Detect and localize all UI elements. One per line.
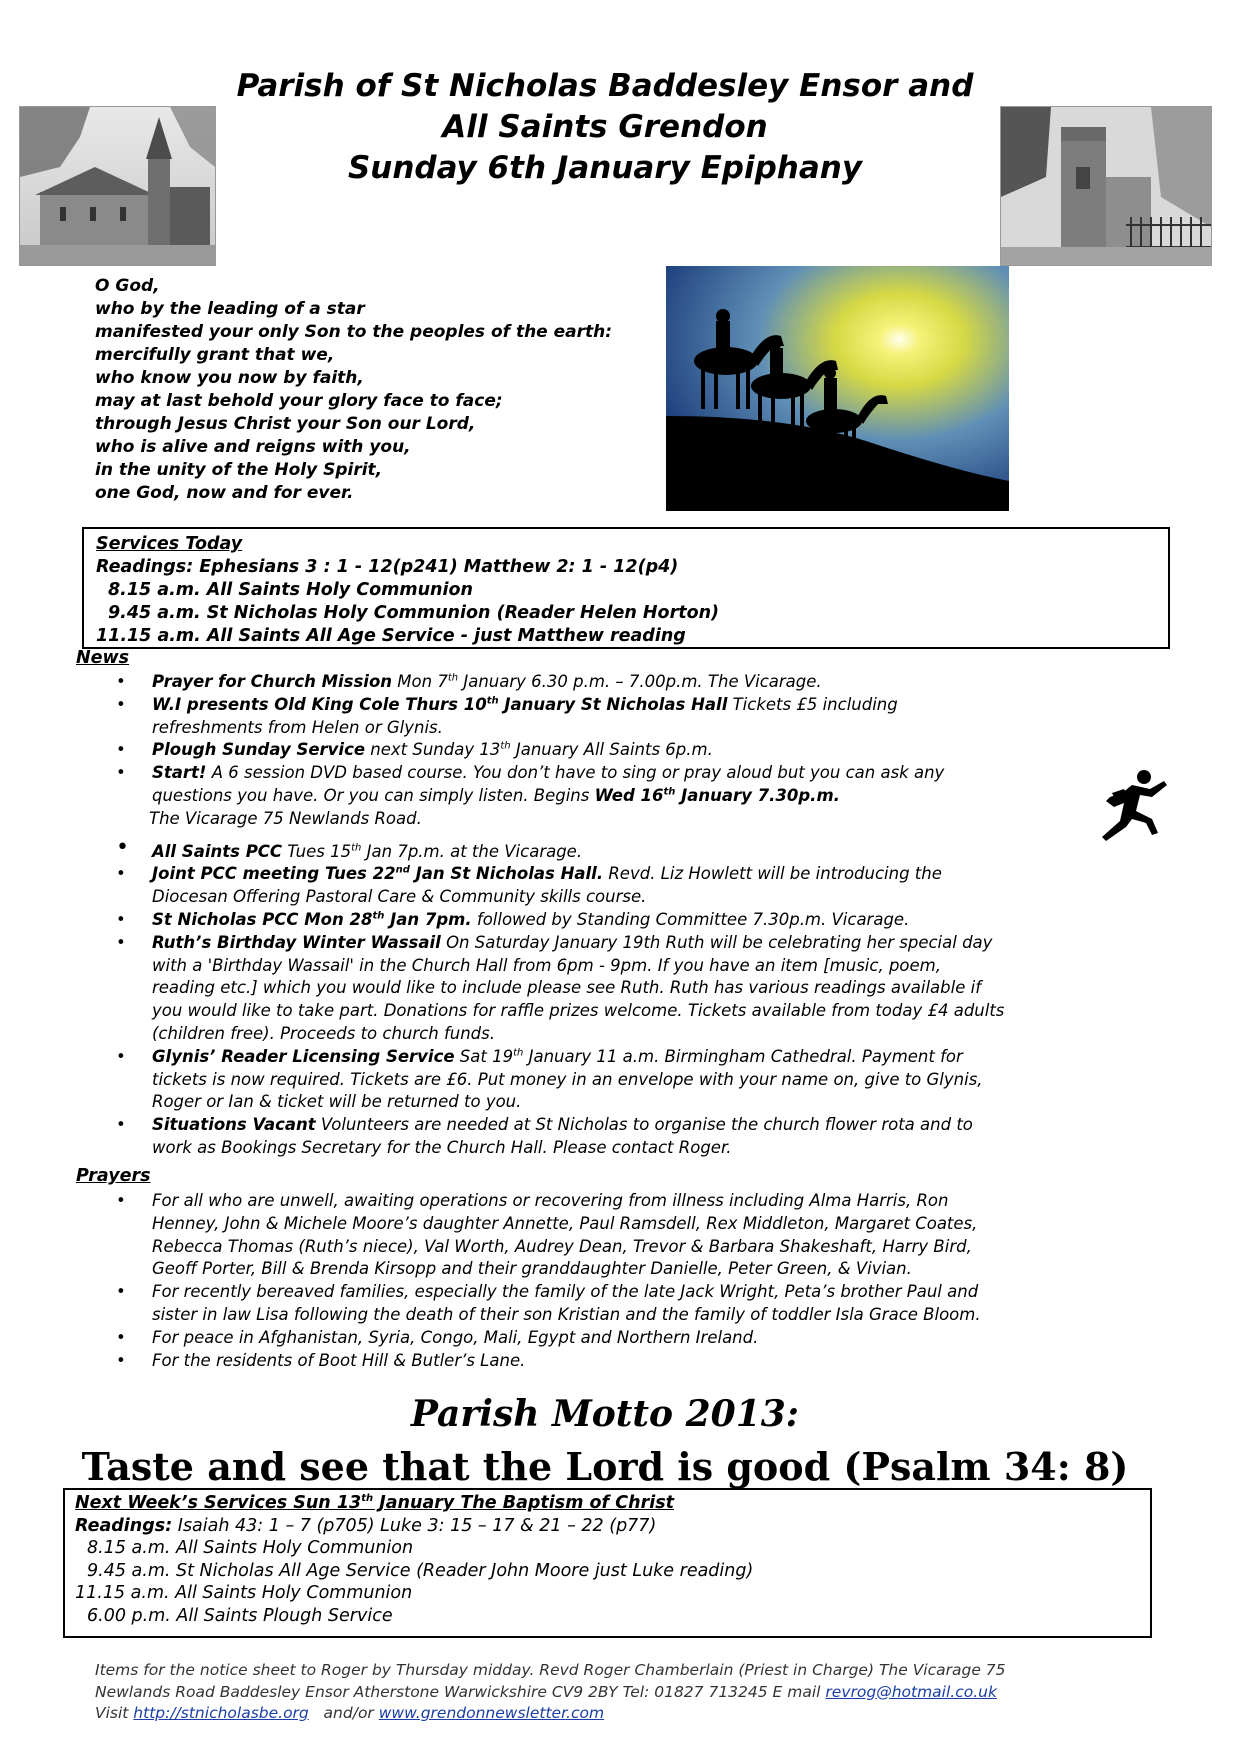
superscript: nd [395, 864, 410, 876]
list-item [110, 1190, 1160, 1281]
item-title: Glynis’ Reader Licensing Service [152, 1046, 455, 1066]
footer-line [95, 1703, 1006, 1725]
item-text: Geoff Porter, Bill & Brenda Kirsopp and their granddaughter Danielle, Peter Green, & Vivian. [152, 1259, 912, 1279]
church-photo-icon [19, 106, 216, 266]
item-text: The Vicarage 75 Newlands Road. [149, 808, 422, 828]
title-line: Parish of St Nicholas Baddesley Ensor and [236, 68, 974, 104]
bullet-icon: • [116, 763, 126, 783]
service-line: 6.00 p.m. All Saints Plough Service [87, 1605, 393, 1626]
bullet-icon: • [116, 694, 126, 714]
next-week-services-box [63, 1488, 1152, 1638]
church-photo-icon [1000, 106, 1212, 266]
item-text: followed by Standing Committee 7.30p.m. Vicarage. [471, 909, 910, 929]
heading-text: January The Baptism of Christ [373, 1493, 674, 1513]
collect-line: through Jesus Christ your Son our Lord, [95, 414, 476, 434]
item-text: Tickets £5 including [727, 694, 898, 714]
item-text: On Saturday January 19th Ruth will be celebrating her special day [440, 932, 993, 952]
news-list [110, 671, 1160, 1160]
service-line: 8.15 a.m. All Saints Holy Communion [87, 1538, 414, 1558]
collect-line: one God, now and for ever. [95, 483, 354, 503]
item-title: All Saints PCC [152, 841, 283, 861]
item-title: Plough Sunday Service [152, 740, 366, 760]
bullet-icon: • [116, 932, 126, 952]
item-text: Henney, John & Michele Moore’s daughter Annette, Paul Ramsdell, Rex Middleton, Margaret Coates, [152, 1213, 978, 1233]
parish-motto-text: Taste and see that the Lord is good (Psalm 34: 8) [81, 1444, 1129, 1489]
next-week-heading [75, 1492, 1140, 1515]
list-item [110, 1046, 1160, 1114]
collect-line: mercifully grant that we, [95, 345, 335, 365]
collect-line: may at last behold your glory face to face; [95, 391, 503, 411]
superscript: th [447, 672, 459, 684]
item-title: Wed 16 [594, 785, 664, 805]
item-text: Tues 15 [282, 841, 352, 861]
email-link[interactable]: revrog@hotmail.co.uk [825, 1682, 997, 1701]
item-text: Jan 7p.m. at the Vicarage. [361, 841, 583, 861]
services-today-readings: Readings: Ephesians 3 : 1 - 12(p241) Matthew 2: 1 - 12(p4) [96, 557, 679, 577]
item-text: you would like to take part. Donations for raffle prizes welcome. Tickets available from today £4 adults [152, 1001, 1005, 1021]
bullet-icon: • [116, 1046, 126, 1066]
footer-line [95, 1682, 1006, 1704]
item-text: Roger or Ian & ticket will be returned to you. [152, 1092, 522, 1112]
list-item [110, 863, 1160, 909]
services-today-heading: Services Today [96, 534, 243, 554]
service-line: 11.15 a.m. All Saints Holy Communion [75, 1583, 413, 1603]
item-text: January 11 a.m. Birmingham Cathedral. Payment for [523, 1046, 963, 1066]
list-item [110, 739, 1160, 762]
superscript: th [361, 1493, 374, 1505]
footer-line: Items for the notice sheet to Roger by Thursday midday. Revd Roger Chamberlain (Priest in Charge) The Vicarage 75 [95, 1661, 1006, 1679]
list-item [110, 762, 1160, 830]
item-text: For the residents of Boot Hill & Butler’s Lane. [152, 1350, 526, 1370]
item-text: next Sunday 13 [365, 740, 501, 760]
item-text: Mon 7 [392, 672, 448, 691]
runner-icon [1092, 763, 1172, 845]
item-text: with a 'Birthday Wassail' in the Church Hall from 6pm - 9pm. If you have an item [music, poem, [152, 955, 941, 975]
superscript: th [500, 740, 511, 752]
superscript: th [663, 786, 676, 798]
website-link[interactable]: http://stnicholasbe.org [133, 1704, 309, 1722]
newsletter-link[interactable]: www.grendonnewsletter.com [378, 1704, 605, 1722]
prayers-list [110, 1190, 1160, 1372]
item-text: Revd. Liz Howlett will be introducing the [603, 864, 942, 884]
item-text: (children free). Proceeds to church funds. [152, 1023, 495, 1043]
bullet-icon: • [116, 834, 129, 860]
service-line: 8.15 a.m. All Saints Holy Communion [108, 580, 473, 600]
page-title [130, 66, 1080, 189]
superscript: th [372, 910, 385, 922]
list-item [110, 694, 1160, 740]
superscript: th [513, 1047, 524, 1059]
list-item [110, 909, 1160, 932]
title-line: Sunday 6th January Epiphany [347, 150, 863, 186]
item-title: January St Nicholas Hall [498, 694, 728, 714]
item-text: Diocesan Offering Pastoral Care & Community skills course. [152, 887, 647, 907]
list-item [110, 932, 1160, 1046]
collect-line: who is alive and reigns with you, [95, 437, 411, 457]
list-item [110, 671, 1160, 694]
collect-prayer [95, 275, 612, 505]
item-title: Situations Vacant [152, 1115, 316, 1135]
collect-line: who by the leading of a star [95, 299, 365, 319]
bullet-icon: • [116, 1191, 126, 1210]
item-text: reading etc.] which you would like to include please see Ruth. Ruth has various readings available if [152, 978, 982, 998]
heading-text: Next Week’s Services Sun 13 [75, 1493, 362, 1513]
bullet-icon: • [116, 864, 126, 884]
item-text: work as Bookings Secretary for the Church Hall. Please contact Roger. [152, 1137, 732, 1157]
readings-label: Readings: [75, 1515, 173, 1536]
item-text: For peace in Afghanistan, Syria, Congo, Mali, Egypt and Northern Ireland. [152, 1327, 759, 1347]
list-item [110, 1327, 1160, 1350]
list-item [110, 1281, 1160, 1327]
item-text: questions you have. Or you can simply listen. Begins [152, 785, 595, 805]
superscript: th [486, 695, 499, 707]
news-heading: News [76, 648, 130, 668]
item-title: January 7.30p.m. [675, 785, 840, 805]
collect-line: O God, [95, 276, 160, 296]
item-title: Ruth’s Birthday Winter Wassail [152, 932, 441, 952]
footer-text: Newlands Road Baddesley Ensor Atherstone Warwickshire CV9 2BY Tel: 01827 713245 E mail [95, 1682, 826, 1701]
bullet-icon: • [116, 1327, 126, 1347]
parish-motto-title: Parish Motto 2013: [410, 1393, 800, 1435]
item-text: January All Saints 6p.m. [510, 740, 713, 760]
collect-line: manifested your only Son to the peoples of the earth: [95, 322, 613, 342]
bullet-icon: • [116, 1350, 126, 1370]
item-text: Sat 19 [454, 1046, 514, 1066]
bullet-icon: • [116, 909, 126, 929]
item-text: For all who are unwell, awaiting operations or recovering from illness including Alma Harris, Ron [152, 1191, 949, 1210]
prayers-heading: Prayers [76, 1166, 151, 1186]
item-text: tickets is now required. Tickets are £6. Put money in an envelope with your name on, give to Glynis, [152, 1069, 983, 1089]
service-line: 9.45 a.m. St Nicholas All Age Service (Reader John Moore just Luke reading) [87, 1560, 754, 1581]
item-text: A 6 session DVD based course. You don’t have to sing or pray aloud but you can ask any [206, 763, 945, 783]
footer-text: and/or [308, 1704, 379, 1722]
item-title: W.I presents Old King Cole Thurs 10 [152, 694, 487, 714]
item-title: Jan 7pm. [384, 909, 472, 929]
item-text: Volunteers are needed at St Nicholas to organise the church flower rota and to [315, 1115, 973, 1135]
list-item [110, 834, 1160, 864]
item-title: Prayer for Church Mission [152, 672, 393, 691]
three-magi-camels-icon [666, 266, 1009, 511]
item-text: January 6.30 p.m. – 7.00p.m. The Vicarage. [458, 672, 822, 691]
service-line: 11.15 a.m. All Saints All Age Service - just Matthew reading [96, 626, 686, 646]
item-title: Start! [152, 763, 207, 783]
item-title: Jan St Nicholas Hall. [409, 864, 604, 884]
item-text: sister in law Lisa following the death of their son Kristian and the family of toddler Isla Grace Bloom. [152, 1304, 981, 1324]
item-text: Rebecca Thomas (Ruth’s niece), Val Worth, Audrey Dean, Trevor & Barbara Shakeshaft, Harry Bird, [152, 1236, 972, 1256]
item-title: Joint PCC meeting Tues 22 [152, 864, 396, 884]
title-line: All Saints Grendon [442, 109, 768, 145]
superscript: th [351, 842, 362, 854]
service-line: 9.45 a.m. St Nicholas Holy Communion (Reader Helen Horton) [108, 603, 720, 623]
services-today-box [82, 527, 1170, 649]
bullet-icon: • [116, 1115, 126, 1135]
footer [95, 1660, 1006, 1725]
footer-text: Visit [95, 1704, 134, 1722]
next-week-readings [75, 1515, 1140, 1538]
bullet-icon: • [116, 1282, 126, 1302]
bullet-icon: • [116, 740, 126, 760]
collect-line: in the unity of the Holy Spirit, [95, 460, 383, 480]
readings-text: Isaiah 43: 1 – 7 (p705) Luke 3: 15 – 17 & 21 – 22 (p77) [172, 1515, 657, 1536]
bullet-icon: • [116, 672, 126, 691]
item-title: St Nicholas PCC Mon 28 [152, 909, 373, 929]
item-text: refreshments from Helen or Glynis. [152, 717, 443, 737]
collect-line: who know you now by faith, [95, 368, 364, 388]
list-item [110, 1350, 1160, 1373]
item-text: For recently bereaved families, especially the family of the late Jack Wright, Peta’s brother Paul and [152, 1282, 979, 1302]
list-item [110, 1114, 1160, 1160]
